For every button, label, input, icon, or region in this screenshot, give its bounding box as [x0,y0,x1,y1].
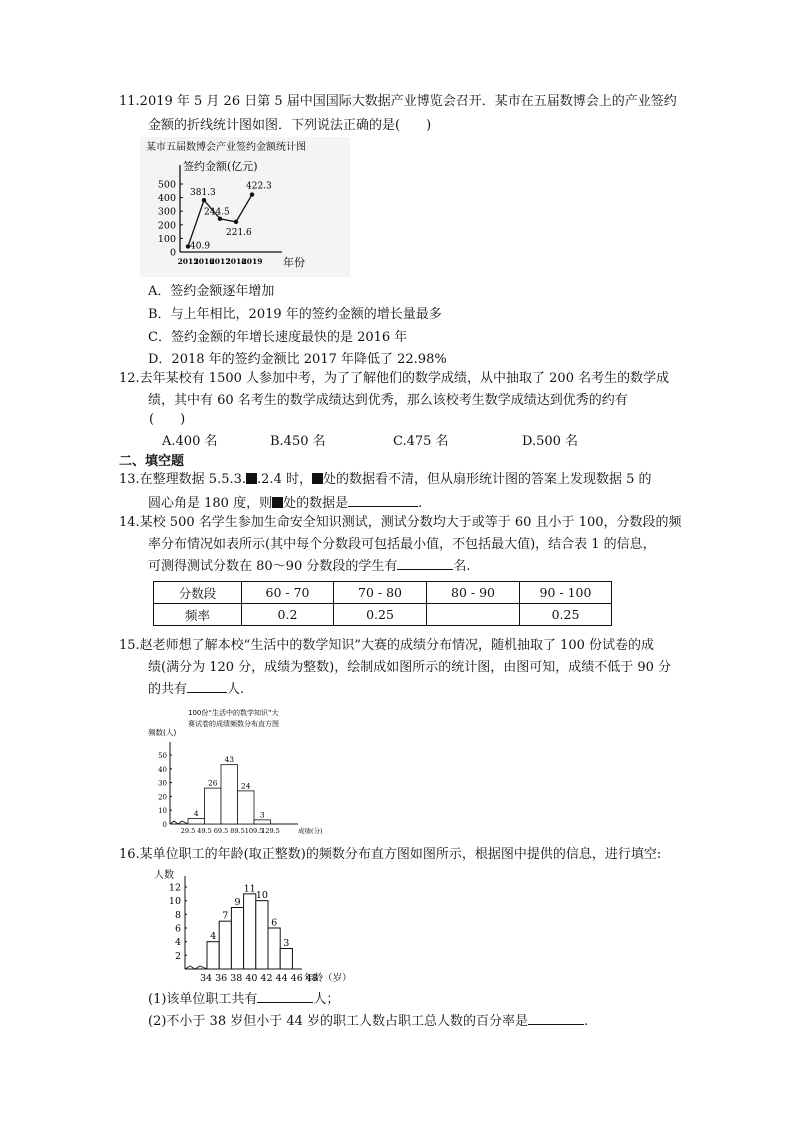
q14-text-a: 可测得测试分数在 80～90 分数段的学生有 [148,559,398,574]
obscured-value-mark [312,473,323,484]
histogram-bar [244,894,256,969]
x-axis-label: 年份 [283,256,305,269]
q15-line2: 绩(满分为 120 分，成绩为整数)，绘制成如图所示的统计图，由图可知，成绩不低于 90 分 [148,660,672,675]
q12-line1: 12.去年某校有 1500 人参加中考，为了了解他们的数学成绩，从中抽取了 200 名考生的数学成 [119,371,670,386]
histogram-bar [221,765,238,824]
table-cell: 0.25 [520,604,612,626]
data-point [234,220,238,224]
q11-line1: 11.2019 年 5 月 26 日第 5 届中国国际大数据产业博览会召开．某市在五届数博会上的产业签约 [119,94,677,109]
histogram-bar [188,818,205,824]
data-label: 40.9 [190,241,211,252]
bar-value-label: 10 [255,890,268,902]
x-tick-label: 69.5 [213,827,229,835]
q15-answer-blank[interactable] [187,680,227,693]
bar-value-label: 26 [207,778,218,788]
x-tick-label: 89.5 [230,827,245,835]
chart-title-line2: 赛试卷的成绩频数分布直方图 [188,720,279,728]
q14-line1: 14.某校 500 名学生参加生命安全知识测试，测试分数均大于或等于 60 且小于 100，分数段的频 [119,515,682,530]
table-cell: 分数段 [154,582,242,604]
x-tick-label: 2019 [241,257,263,266]
table-row [154,582,612,604]
y-tick-label: 10 [168,896,181,908]
x-tick-label: 29.5 [180,827,196,835]
q13-text-e: 处的数据是 [283,496,349,511]
histogram-bar [231,908,243,970]
q11-option-a: A．签约金额逐年增加 [148,284,275,299]
bar-value-label: 4 [193,808,199,818]
q15-text-a: 的共有 [148,682,188,697]
q12-option-c: C.475 名 [393,434,449,449]
q15-text-b: 人. [227,682,245,697]
histogram-contest-scores [148,702,338,837]
q12-line2: 绩，其中有 60 名考生的数学成绩达到优秀，那么该校考生数学成绩达到优秀的约有 [148,393,628,408]
y-tick-label: 50 [158,752,167,760]
bar-value-label: 24 [240,781,251,791]
q13-text-a: 13.在整理数据 5.5.3. [119,472,247,487]
y-tick-label: 500 [157,179,176,191]
q11-option-b: B．与上年相比，2019 年的签约金额的增长量最多 [148,307,442,322]
data-label: 422.3 [246,181,272,192]
x-tick-label: 109.5 [244,827,264,835]
q16-sub1 [148,990,339,1009]
y-tick-label: 100 [157,233,176,245]
q16-line1: 16.某单位职工的年龄(取正整数)的频数分布直方图如图所示，根据图中提供的信息，进行填空: [119,847,662,862]
bar-value-label: 7 [222,910,229,922]
y-tick-label: 2 [174,950,181,962]
q13-answer-blank[interactable] [348,494,418,507]
histogram-bar [238,791,255,824]
histogram-bar [205,788,222,824]
y-tick-label: 400 [157,193,176,205]
x-axis-label: 年龄（岁） [304,973,352,984]
y-axis-label: 频数(人) [148,728,177,737]
q16-text-c: (2)不小于 38 岁但小于 44 岁的职工人数占职工总人数的百分率是 [148,1014,529,1029]
q14-answer-blank[interactable] [397,557,453,570]
q12-option-d: D.500 名 [522,434,579,449]
q14-text-b: 名. [453,559,471,574]
data-point [250,192,254,196]
x-tick-label: 2016 [193,257,215,266]
line-chart-signing-amount [140,137,350,277]
q13-text-f: . [418,496,423,511]
y-tick-label: 10 [158,807,167,816]
y-tick-label: 8 [174,909,181,921]
obscured-value-mark [246,473,257,484]
y-axis-label: 人数 [154,870,174,881]
q16-text-b: 人； [313,992,340,1007]
q16-answer-blank-2[interactable] [528,1012,584,1025]
q13-line1 [119,471,652,489]
y-tick-label: 40 [158,765,167,774]
x-axis-label: 成绩(分) [298,827,323,835]
y-tick-label: 0 [162,821,167,829]
q14-line2: 率分布情况如表所示(其中每个分数段可包括最小值，不包括最大值)，结合表 1 的信息， [148,537,656,552]
x-tick-label: 49.5 [197,827,212,835]
histogram-bar [207,942,219,969]
q13-text-d: 圆心角是 180 度，则 [148,496,273,511]
y-tick-label: 300 [157,206,176,218]
y-tick-label: 4 [174,937,181,949]
q16-sub2 [148,1012,588,1031]
histogram-bar [280,949,292,970]
bar-value-label: 4 [210,931,217,943]
table-cell: 频率 [154,604,242,626]
bar-value-label: 3 [259,810,265,820]
q12-line3: ( ) [149,412,186,427]
frequency-table [153,581,612,626]
x-tick-label: 2017 [209,257,231,266]
q16-text-a: (1)该单位职工共有 [148,992,258,1007]
bar-value-label: 6 [271,917,278,929]
table-row [154,604,612,626]
q15-line3 [148,680,244,699]
q13-line2 [148,494,422,513]
x-tick-labels: 34 36 38 40 42 44 46 48 [200,973,318,984]
obscured-value-mark [272,497,283,508]
histogram-bar [219,921,231,969]
y-tick-label: 0 [169,247,176,259]
y-tick-label: 20 [158,793,167,802]
histogram-bar [254,820,271,824]
data-label: 381.3 [190,188,216,199]
x-tick-label: 2018 [225,257,247,266]
y-tick-label: 200 [157,220,176,232]
table-cell: 60 - 70 [242,582,334,604]
q16-text-d: . [584,1014,589,1029]
table-cell: 0.2 [242,604,334,626]
q13-text-c: 处的数据看不清，但从扇形统计图的答案上发现数据 5 的 [322,472,652,487]
bar-value-label: 11 [243,883,256,895]
x-tick-label: 129.5 [261,827,280,835]
q15-line1: 15.赵老师想了解本校“生活中的数学知识”大赛的成绩分布情况，随机抽取了 100 份试卷的成 [119,638,655,653]
y-tick-label: 30 [158,779,167,788]
q11-option-d: D．2018 年的签约金额比 2017 年降低了 22.98% [148,352,447,367]
q12-option-a: A.400 名 [162,434,218,449]
q11-option-c: C．签约金额的年增长速度最快的是 2016 年 [148,330,408,345]
data-point [202,198,206,202]
bar-value-label: 9 [234,897,241,908]
table-cell: 80 - 90 [427,582,520,604]
table-cell: 0.25 [334,604,427,626]
q11-line2: 金额的折线统计图如图．下列说法正确的是( ) [148,118,432,133]
table-cell: 90 - 100 [520,582,612,604]
chart-title: 某市五届数博会产业签约金额统计图 [146,142,306,153]
y-tick-label: 12 [168,882,181,894]
table-cell: 70 - 80 [334,582,427,604]
histogram-bar [256,901,268,969]
data-label: 244.5 [204,207,230,218]
bar-value-label: 43 [224,755,235,765]
q13-text-b: .2.4 时， [257,472,312,487]
histogram-staff-ages [154,864,364,984]
bar-value-label: 3 [283,938,290,949]
table-cell[interactable] [427,604,520,626]
data-label: 221.6 [226,227,252,238]
q16-answer-blank-1[interactable] [257,990,313,1003]
section-title-fill-blank: 二、填空题 [119,454,185,469]
y-axis-label: 签约金额(亿元) [183,160,258,173]
q12-option-b: B.450 名 [270,434,326,449]
chart-title-line1: 100份“生活中的数学知识”大 [188,709,279,717]
y-tick-label: 6 [174,923,181,935]
histogram-bar [268,928,280,969]
x-tick-label: 2015 [177,257,199,266]
q14-line3 [148,557,471,576]
